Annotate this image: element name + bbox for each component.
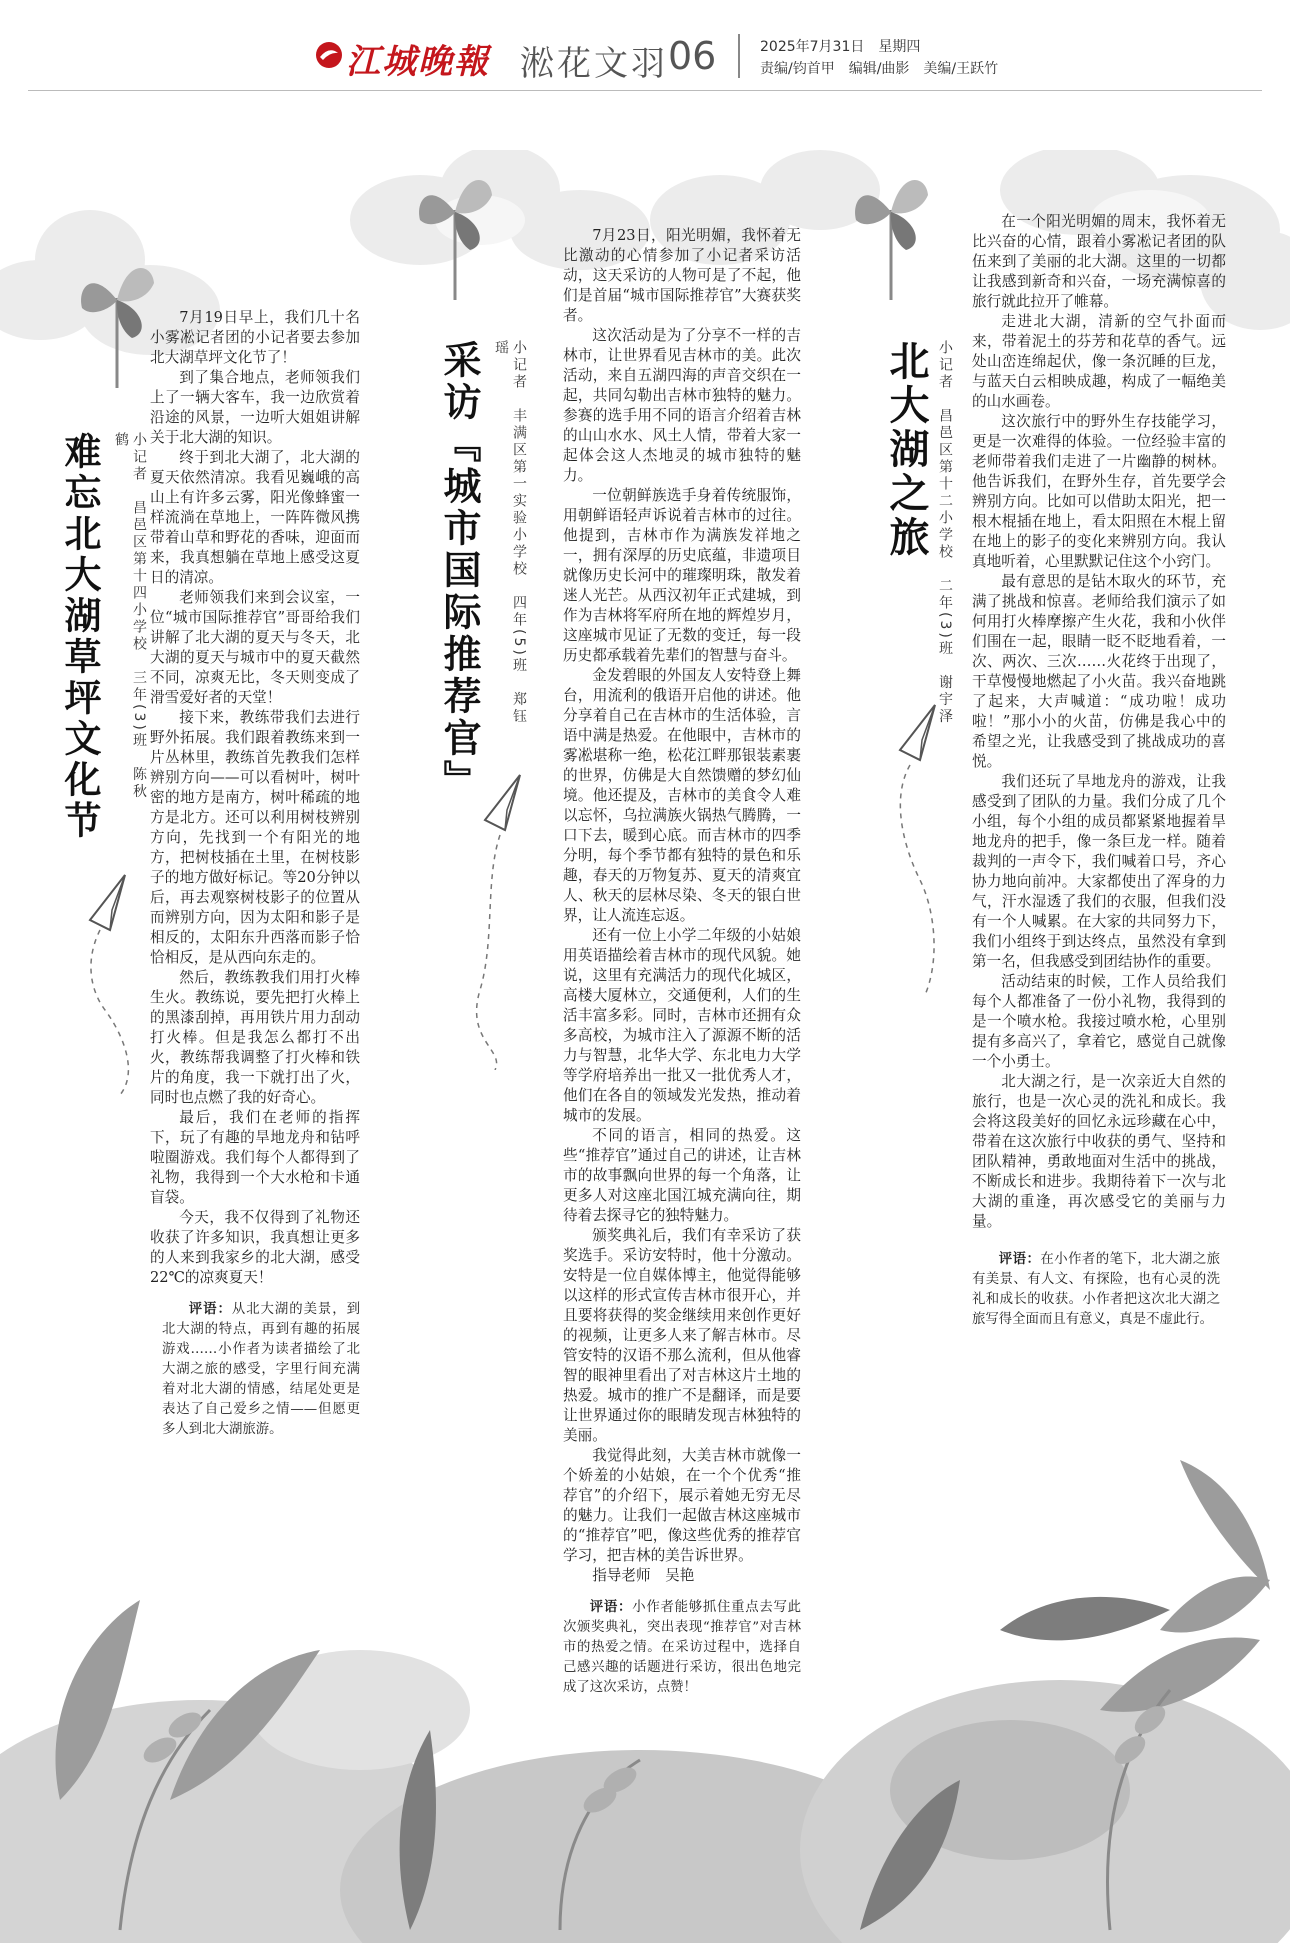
paragraph: 金发碧眼的外国友人安特登上舞台，用流利的俄语开启他的讲述。他分享着自己在吉林市的生活体验，言语中满是热爱。在他眼中，吉林市的雾凇堪称一绝，松花江畔那银装素裹的世界，仿佛是大自然馈赠的梦幻仙境。他还提及，吉林市的美食令人难以忘怀，乌拉满族火锅热气腾腾，一口下去，暖到心底。而吉林市的四季分明，每个季节都有独特的景色和乐趣，春天的万物复苏、夏天的清爽宜人、秋天的层林尽染、冬天的银白世界，让人流连忘返。 (563, 667, 801, 924)
paragraph: 走进北大湖，清新的空气扑面而来，带着泥土的芬芳和花草的香气。远处山峦连绵起伏，像一条沉睡的巨龙，与蓝天白云相映成趣，构成了一幅绝美的山水画卷。 (972, 313, 1226, 410)
paragraph: 这次旅行中的野外生存技能学习，更是一次难得的体验。一位经验丰富的老师带着我们走进了一片幽静的树林。他告诉我们，在野外生存，首先要学会辨别方向。比如可以借助太阳光，把一根木棍插在地上，看太阳照在木棍上留在地上的影子的变化来辨别方向。我认真地听着，心里默默记住这个小窍门。 (972, 413, 1226, 570)
paragraph: 活动结束的时候，工作人员给我们每个人都准备了一份小礼物，我得到的是一个喷水枪。我接过喷水枪，心里别提有多高兴了，拿着它，感觉自己就像一个小勇士。 (972, 973, 1226, 1070)
sprout-illustration (410, 150, 500, 300)
comment-label: 评语： (998, 1252, 1041, 1267)
paragraph: 这次活动是为了分享不一样的吉林市，让世界看见吉林市的美。此次活动，来自五湖四海的声音交织在一起，共同勾勒出吉林市独特的魅力。参赛的选手用不同的语言介绍着吉林的山山水水、风土人情，带着大家一起体会这人杰地灵的城市独特的魅力。 (563, 327, 801, 484)
paper-plane-icon (70, 870, 160, 1100)
masthead (0, 0, 1290, 92)
article-title: 难忘北大湖草坪文化节 (58, 432, 101, 842)
article-byline: 小记者 昌邑区第十四小学校 三年(3)班 陈秋鹤 (113, 432, 147, 801)
newspaper-logo-icon (314, 40, 344, 70)
comment-text: 在小作者的笔下，北大湖之旅有美景、有人文、有探险，也有心灵的洗礼和成长的收获。小作者把这次北大湖之旅写得全面而且有意义，真是不虚此行。 (972, 1252, 1220, 1327)
sprout-illustration (846, 150, 936, 300)
issue-date: 2025年7月31日 星期四 (760, 39, 921, 55)
paragraph: 老师领我们来到会议室，一位“城市国际推荐官”哥哥给我们讲解了北大湖的夏天与冬天，北大湖的夏天与城市中的夏天截然不同，凉爽无比，冬天则变成了滑雪爱好者的天堂！ (150, 589, 360, 706)
paragraph: 颁奖典礼后，我们有幸采访了获奖选手。采访安特时，他十分激动。安特是一位自媒体博主，他觉得能够以这样的形式宣传吉林市很开心，并且要将获得的奖金继续用来创作更好的视频，让更多人来了解吉林市。尽管安特的汉语不那么流利，但从他睿智的眼神里看出了对吉林这片土地的热爱。城市的推广不是翻译，而是要让世界通过你的眼睛发现吉林独特的美丽。 (563, 1227, 801, 1444)
article-body (972, 212, 1226, 1330)
section-name: 淞花文羽 (520, 44, 668, 84)
paper-plane-icon (880, 700, 970, 1000)
editor-comment (972, 1250, 1226, 1330)
page-number: 06 (668, 34, 717, 78)
paragraph: 到了集合地点，老师领我们上了一辆大客车，我一边欣赏着沿途的风景，一边听大姐姐讲解关于北大湖的知识。 (150, 369, 360, 446)
paragraph: 最后，我们在老师的指挥下，玩了有趣的旱地龙舟和钻呼啦圈游戏。我们每个人都得到了礼物，我得到一个大水枪和卡通盲袋。 (150, 1109, 360, 1206)
paragraph: 不同的语言，相同的热爱。这些“推荐官”通过自己的讲述，让吉林市的故事飘向世界的每一个角落，让更多人对这座北国江城充满向往，期待着去探寻它的独特魅力。 (563, 1127, 801, 1224)
paragraph: 在一个阳光明媚的周末，我怀着无比兴奋的心情，跟着小雾凇记者团的队伍来到了美丽的北大湖。这里的一切都让我感到新奇和兴奋，一场充满惊喜的旅行就此拉开了帷幕。 (972, 213, 1226, 310)
paper-plane-icon (465, 770, 555, 1070)
editor-comment (150, 1300, 360, 1440)
paragraph: 一位朝鲜族选手身着传统服饰，用朝鲜语轻声诉说着吉林市的过往。他提到，吉林市作为满族发祥地之一，拥有深厚的历史底蕴，非遗项目就像历史长河中的璀璨明珠，散发着迷人光芒。从西汉初年正式建城，到作为吉林将军府所在地的辉煌岁月，这座城市见证了无数的变迁，每一段历史都承载着先辈们的智慧与奋斗。 (563, 487, 801, 664)
paragraph: 我们还玩了旱地龙舟的游戏，让我感受到了团队的力量。我们分成了几个小组，每个小组的成员都紧紧地握着旱地龙舟的把手，像一条巨龙一样。随着裁判的一声令下，我们喊着口号，齐心协力地向前冲。大家都使出了浑身的力气，汗水湿透了我们的衣服，但我们没有一个人喊累。在大家的共同努力下，我们小组终于到达终点，虽然没有拿到第一名，但我感受到团结协作的重要。 (972, 773, 1226, 970)
paragraph: 我觉得此刻，大美吉林市就像一个娇羞的小姑娘，在一个个优秀“推荐官”的介绍下，展示着她无穷无尽的魅力。让我们一起做吉林这座城市的“推荐官”吧，像这些优秀的推荐官学习，把吉林的美告诉世界。 (563, 1447, 801, 1564)
comment-text: 从北大湖的美景，到北大湖的特点，再到有趣的拓展游戏……小作者为读者描绘了北大湖之旅的感受，字里行间充满着对北大湖的情感，结尾处更是表达了自己爱乡之情——但愿更多人到北大湖旅游。 (162, 1302, 361, 1437)
paragraph: 接下来，教练带我们去进行野外拓展。我们跟着教练来到一片丛林里，教练首先教我们怎样辨别方向——可以看树叶，树叶密的地方是南方，树叶稀疏的地方是北方。还可以利用树枝辨别方向，先找到一个有阳光的地方，把树枝插在土里，在树枝影子的地方做好标记。等20分钟以后，再去观察树枝影子的位置从而辨别方向，因为太阳和影子是相反的，太阳东升西落而影子恰恰相反，是从西向东走的。 (150, 709, 360, 966)
article-title: 采访『城市国际推荐官』 (437, 340, 481, 802)
paragraph: 7月23日，阳光明媚，我怀着无比激动的心情参加了小记者采访活动，这天采访的人物可是了不起，他们是首届“城市国际推荐官”大赛获奖者。 (563, 227, 801, 324)
editors-credit: 责编/钧首甲 编辑/曲影 美编/王跃竹 (760, 61, 999, 77)
masthead-divider (738, 34, 740, 78)
paragraph: 终于到北大湖了，北大湖的夏天依然清凉。我看见巍峨的高山上有许多云雾，阳光像蜂蜜一样流淌在草地上，一阵阵微风携带着山草和野花的香味，迎面而来，我真想躺在草地上感受这夏日的清凉。 (150, 449, 360, 586)
paragraph: 然后，教练教我们用打火棒生火。教练说，要先把打火棒上的黑漆刮掉，再用铁片用力刮动打火棒。但是我怎么都打不出火，教练帮我调整了打火棒和铁片的角度，我一下就打出了火，同时也点燃了我的好奇心。 (150, 969, 360, 1106)
paragraph: 7月19日早上，我们几十名小雾凇记者团的小记者要去参加北大湖草坪文化节了！ (150, 309, 360, 366)
instructor-credit: 指导老师 吴艳 (592, 1567, 695, 1584)
paragraph: 还有一位上小学二年级的小姑娘用英语描绘着吉林市的现代风貌。她说，这里有充满活力的现代化城区，高楼大厦林立，交通便利，人们的生活丰富多彩。同时，吉林市还拥有众多高校，为城市注入了源源不断的活力与智慧，北华大学、东北电力大学等学府培养出一批又一批优秀人才，他们在各自的领域发光发热，推动着城市的发展。 (563, 927, 801, 1124)
masthead-rule (28, 90, 1262, 91)
article-byline: 小记者 昌邑区第十二小学校 二年(3)班 谢宇泽 (937, 340, 953, 726)
comment-text: 小作者能够抓住重点去写此次颁奖典礼，突出表现“推荐官”对吉林市的热爱之情。在采访过程中，选择自己感兴趣的话题进行采访，很出色地完成了这次采访，点赞！ (563, 1600, 802, 1695)
editor-comment (563, 1598, 801, 1698)
newspaper-logo-text: 江城晚報 (346, 42, 490, 82)
comment-label: 评语： (589, 1600, 633, 1615)
comment-label: 评语： (188, 1302, 232, 1317)
paragraph: 北大湖之行，是一次亲近大自然的旅行，也是一次心灵的洗礼和成长。我会将这段美好的回忆永远珍藏在心中，带着在这次旅行中收获的勇气、坚持和团队精神，勇敢地面对生活中的挑战，不断成长和进步。我期待着下一次与北大湖的重逢，再次感受它的美丽与力量。 (972, 1073, 1226, 1230)
article-body (150, 308, 360, 1440)
article-byline: 小记者 丰满区第一实验小学校 四年(5)班 郑钰瑶 (493, 340, 527, 726)
article-title: 北大湖之旅 (883, 340, 929, 560)
sprout-illustration (72, 238, 162, 388)
paragraph: 今天，我不仅得到了礼物还收获了许多知识，我真想让更多的人来到我家乡的北大湖，感受22℃的凉爽夏天！ (150, 1209, 360, 1286)
paragraph: 最有意思的是钻木取火的环节，充满了挑战和惊喜。老师给我们演示了如何用打火棒摩擦产生火花，我和小伙伴们围在一起，眼睛一眨不眨地看着，一次、两次、三次……火花终于出现了，干草慢慢地燃起了小火苗。我兴奋地跳了起来，大声喊道：“成功啦！成功啦！”那小小的火苗，仿佛是我心中的希望之光，让我感受到了挑战成功的喜悦。 (972, 573, 1226, 770)
article-body (563, 226, 801, 1698)
